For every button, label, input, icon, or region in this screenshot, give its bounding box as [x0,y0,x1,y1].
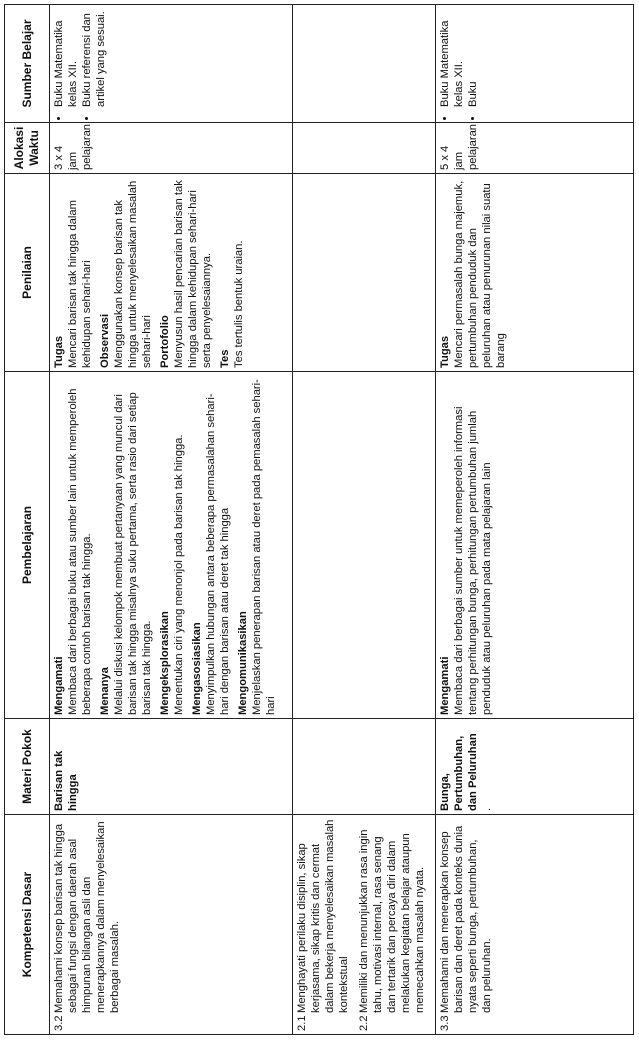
kd-text: Memiliki dan menunjukkan rasa ingin tahu, motivasi internal, rasa senang dan tertarik dan percaya diri dalam melakukan kegiatan belajar ataupun memecahkan masalah nyata. [358,829,426,1013]
cell-pembelajaran [50,372,293,719]
header-penilaian: Penilaian [5,174,50,372]
materi-note: . [481,807,493,811]
cell-alokasi-waktu: 3 x 4 jam pelajaran [50,123,293,174]
activity-title: Mengomunikasikan [237,611,249,715]
source-item: • Buku [466,8,480,107]
kd-number: 2.1 [296,1015,308,1031]
cell-alokasi-waktu: 5 x 4 jam pelajaran [436,123,634,174]
cell-kompetensi-dasar [436,815,634,1035]
assessment [158,177,214,368]
activity [52,375,94,715]
cell-sumber-belajar [50,5,293,123]
cell-penilaian [50,174,293,372]
activity-title: Menanya [99,667,111,715]
kd-item [52,818,122,1031]
cell-penilaian [293,174,436,372]
activity-text: Menyimpulkan hubungan antara beberapa permasalahan sehari-hari dengan barisan atau deret tak hingga [205,393,231,715]
header-sumber-belajar: Sumber Belajar [5,5,50,123]
assessment-title: Tugas [53,335,65,368]
assessment [98,177,154,368]
cell-materi-pokok [50,719,293,815]
activity-text: Menjelaskan penerapan barisan atau deret pada pemasalah sehari-hari [251,379,277,715]
source-item: • Buku Matematika kelas XII. [52,8,80,107]
materi-title: Bunga, Pertumbuhan, dan Peluruhan [439,733,479,811]
assessment-text: Tes tertulis bentuk uraian. [233,240,245,368]
header-pembelajaran: Pembelajaran [5,372,50,719]
cell-kompetensi-dasar [293,815,436,1035]
cell-materi-pokok [293,719,436,815]
source-list [438,8,480,119]
kd-item [295,818,351,1031]
activity [438,375,494,715]
activity-title: Mengamati [53,656,65,715]
activity-title: Mengeksplorasikan [159,611,171,715]
assessment-text: Mencari permasalah bunga majemuk, pertumbuhan penduduk dan peluruhan atau penurunan nilai suatu barang [453,180,507,368]
source-item: • Buku Matematika kelas XII. [438,8,466,107]
activity-title: Mengamati [439,656,451,715]
header-alokasi-waktu: Alokasi Waktu [5,123,50,174]
kd-text: Memahami dan menerapkan konsep barisan dan deret pada konteks dunia nyata seperti bunga, pertumbuhan, dan peluruhan. [439,825,493,1013]
kd-number: 3.2 [53,1015,65,1031]
source-list [52,8,108,119]
assessment-text: Menggunakan konsep barisan tak hingga untuk menyelesaikan masalah sehari-hari [113,180,153,368]
table-row [50,5,293,1035]
header-row [5,5,50,1035]
assessment-text: Mencari barisan tak hingga dalam kehidupan sehari-hari [67,200,93,368]
cell-pembelajaran [436,372,634,719]
cell-penilaian [436,174,634,372]
kd-text: Memahami konsep barisan tak hingga sebagai fungsi dengan daerah asal himpunan bilangan asli dan menerapkannya dalam menyelesaikan berbagai masalah. [53,821,121,1013]
kd-item [438,818,494,1031]
assessment-title: Portofolio [159,315,171,368]
source-item: • Buku referensi dan artikel yang sesuai. [80,8,108,107]
assessment [52,177,94,368]
activity [190,375,232,715]
assessment [218,177,246,368]
kd-number: 2.2 [358,1015,370,1031]
cell-sumber-belajar [293,5,436,123]
cell-materi-pokok [436,719,634,815]
assessment-text: Menyusun hasil pencarian barisan tak hingga dalam kehidupan sehari-hari serta penyelesaiannya. [173,180,213,368]
table-row [436,5,634,1035]
kd-number: 3.3 [439,1015,451,1031]
assessment-title: Tes [219,349,231,368]
assessment-title: Observasi [99,313,111,368]
assessment [438,177,508,368]
activity-text: Membaca dari berbagai buku atau sumber lain untuk memperoleh beberapa contoh barisan tak hingga. [67,388,93,715]
table-row [293,5,436,1035]
header-kompetensi-dasar: Kompetensi Dasar [5,815,50,1035]
cell-alokasi-waktu [293,123,436,174]
cell-pembelajaran [293,372,436,719]
activity-text: Menentukan ciri yang menonjol pada barisan tak hingga. [173,434,185,715]
materi-title: Barisan tak hingga [53,750,79,811]
cell-kompetensi-dasar [50,815,293,1035]
kd-text: Menghayati perilaku disiplin, sikap kerjasama, sikap kritis dan cermat dalam bekerja menyelesaikan masalah kontekstual [296,819,350,1013]
assessment-title: Tugas [439,335,451,368]
activity-title: Mengasosiasikan [191,622,203,715]
header-materi-pokok: Materi Pokok [5,719,50,815]
activity-text: Melalui diskusi kelompok membuat pertanyaan yang muncul dari barisan tak hingga misalnya suku pertama, serta rasio dari setiap barisan tak hingga. [113,392,153,715]
cell-sumber-belajar [436,5,634,123]
activity [98,375,154,715]
activity [236,375,278,715]
syllabus-table [4,4,634,1035]
activity-text: Membaca dari berbagai sumber untuk memeperoleh informasi tentang perhitungan bunga, perhitungan pertumbuhan jumlah penduduk atau peluruhan pada mata pelajaran lain [453,406,493,715]
activity [158,375,186,715]
kd-item [357,818,427,1031]
